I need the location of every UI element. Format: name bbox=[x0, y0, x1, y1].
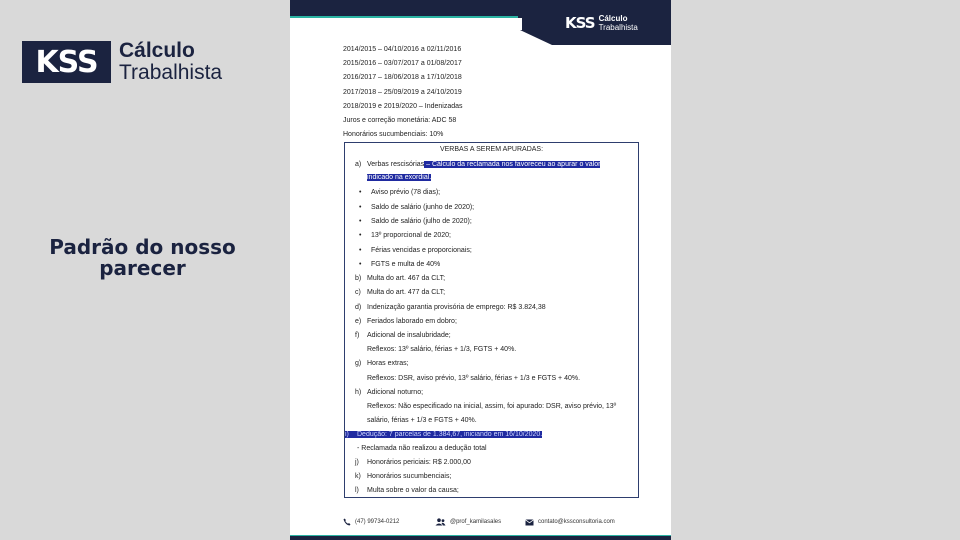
item-note: - Reclamada não realizou a dedução total bbox=[357, 445, 487, 452]
item-label: Adicional noturno; bbox=[367, 389, 424, 396]
juros-label: Juros e correção monetária: bbox=[343, 116, 431, 124]
item-label: Feriados laborado em dobro; bbox=[367, 318, 457, 325]
item-number: e) bbox=[355, 318, 362, 325]
document-body bbox=[343, 45, 643, 144]
kss-logo-text: KSS bbox=[35, 44, 98, 80]
header-logo-line-1: Cálculo bbox=[598, 14, 628, 23]
period-label: 2018/2019 e 2019/2020 bbox=[343, 102, 417, 110]
item-value: R$ 2.000,00 bbox=[430, 459, 471, 466]
brand-line-1: Cálculo bbox=[119, 39, 195, 62]
reflex-text: Não especificado na inicial, assim, foi apurado: DSR, aviso prévio, 13º bbox=[396, 403, 617, 410]
bullet-item bbox=[371, 260, 440, 269]
item-i bbox=[345, 430, 542, 439]
header-logo-line-2: Trabalhista bbox=[598, 23, 638, 32]
slide-title-line-1: Padrão do nosso bbox=[49, 235, 236, 259]
item-number: l) bbox=[355, 487, 359, 494]
period-value: – 03/07/2017 a 01/08/2017 bbox=[376, 60, 462, 68]
item-d bbox=[355, 303, 546, 312]
reflex-label: Reflexos: bbox=[367, 403, 397, 410]
period-value: – Indenizadas bbox=[416, 102, 463, 110]
item-label: Honorários periciais: bbox=[367, 459, 431, 466]
item-l bbox=[355, 486, 459, 495]
item-f-reflexos bbox=[367, 345, 516, 354]
bullet-text: Aviso prévio (78 dias); bbox=[371, 189, 441, 196]
bullet-item bbox=[371, 231, 451, 240]
period-label: 2017/2018 bbox=[343, 88, 377, 96]
bullet-text: Férias vencidas e proporcionais; bbox=[371, 247, 472, 254]
item-number: g) bbox=[355, 360, 362, 367]
item-value: 7 parcelas de 1.384,67, iniciando em 16/10/2020. bbox=[386, 431, 543, 438]
kss-logo-mark bbox=[22, 41, 111, 83]
period-line bbox=[343, 102, 643, 116]
honorarios-label: Honorários sucumbenciais: bbox=[343, 131, 428, 139]
item-label: Verbas rescisórias bbox=[367, 161, 425, 168]
period-line bbox=[343, 73, 643, 87]
bullet-item bbox=[371, 188, 440, 197]
bullet-text: 13º proporcional de 2020; bbox=[371, 232, 452, 239]
highlighted-note: indicado na exordial. bbox=[367, 174, 432, 181]
period-label: 2016/2017 bbox=[343, 74, 377, 82]
item-label: Honorários sucumbenciais; bbox=[367, 473, 452, 480]
period-line bbox=[343, 45, 643, 59]
item-h bbox=[355, 388, 423, 397]
item-f bbox=[355, 331, 451, 340]
document-footer bbox=[343, 518, 643, 526]
item-label: Dedução: bbox=[357, 431, 387, 438]
bullet-text: FGTS e multa de 40% bbox=[371, 261, 441, 268]
bullet-item bbox=[371, 203, 474, 212]
bullet-item bbox=[371, 246, 472, 255]
period-label: 2014/2015 bbox=[343, 46, 377, 53]
reflex-text: salário, férias + 1/3 e FGTS + 40%. bbox=[367, 417, 477, 424]
period-line bbox=[343, 59, 643, 73]
item-h-reflexos-cont bbox=[367, 416, 477, 425]
item-h-reflexos bbox=[367, 402, 616, 411]
item-label: Adicional de insalubridade; bbox=[367, 332, 451, 339]
item-a bbox=[355, 160, 600, 169]
slide-title-line-2: parecer bbox=[99, 256, 186, 280]
item-value: R$ 3.824,38 bbox=[505, 304, 546, 311]
item-e bbox=[355, 317, 457, 326]
document-page bbox=[290, 0, 671, 540]
phone-text: (47) 99734-0212 bbox=[355, 519, 400, 525]
highlighted-note: – Cálculo da reclamada nos favoreceu ao apurar o valor bbox=[424, 161, 601, 168]
juros-line bbox=[343, 116, 643, 130]
mail-icon bbox=[525, 519, 534, 526]
instagram-text: @prof_kamilasales bbox=[450, 519, 502, 525]
item-label: Indenização garantia provisória de emprego: bbox=[367, 304, 506, 311]
item-label: Multa do art. 467 da CLT; bbox=[367, 275, 446, 282]
item-label: Multa sobre o valor da causa; bbox=[367, 487, 459, 494]
juros-value: ADC 58 bbox=[430, 116, 457, 124]
item-g-reflexos bbox=[367, 374, 580, 383]
item-number: i) bbox=[345, 431, 349, 438]
item-c bbox=[355, 288, 445, 297]
item-number: k) bbox=[355, 473, 361, 480]
period-label: 2015/2016 bbox=[343, 60, 377, 68]
item-number: a) bbox=[355, 161, 362, 168]
item-b bbox=[355, 274, 445, 283]
item-g bbox=[355, 359, 409, 368]
honorarios-value: 10% bbox=[427, 131, 444, 139]
reflex-text: DSR, aviso prévio, 13º salário, férias + 1/3 e FGTS + 40%. bbox=[396, 375, 581, 382]
item-k bbox=[355, 472, 451, 481]
period-value: – 04/10/2016 a 02/11/2016 bbox=[376, 46, 462, 53]
footer-phone bbox=[343, 518, 435, 526]
users-icon bbox=[435, 518, 446, 526]
item-label: Horas extras; bbox=[367, 360, 409, 367]
period-value: – 25/09/2019 a 24/10/2019 bbox=[376, 88, 462, 96]
item-a-note-cont bbox=[367, 173, 431, 182]
email-text: contato@kssconsultoria.com bbox=[538, 519, 615, 525]
item-number: f) bbox=[355, 332, 360, 339]
item-number: d) bbox=[355, 304, 362, 311]
bullet-item bbox=[371, 217, 472, 226]
item-i-note bbox=[357, 444, 487, 453]
item-label: Multa do art. 477 da CLT; bbox=[367, 289, 446, 296]
period-line bbox=[343, 88, 643, 102]
item-j bbox=[355, 458, 471, 467]
bullet-text: Saldo de salário (julho de 2020); bbox=[371, 218, 472, 225]
footer-instagram bbox=[435, 518, 525, 526]
footer-email bbox=[525, 518, 615, 526]
reflex-text: 13º salário, férias + 1/3, FGTS + 40%. bbox=[396, 346, 517, 353]
document-header-logo bbox=[565, 14, 638, 32]
item-number: j) bbox=[355, 459, 359, 466]
footer-bar bbox=[290, 536, 671, 540]
header-logo-mark: KSS bbox=[565, 14, 595, 32]
verbas-title: VERBAS A SEREM APURADAS: bbox=[439, 146, 544, 153]
item-number: h) bbox=[355, 389, 362, 396]
item-number: c) bbox=[355, 289, 361, 296]
bullet-text: Saldo de salário (junho de 2020); bbox=[371, 204, 475, 211]
item-number: b) bbox=[355, 275, 362, 282]
reflex-label: Reflexos: bbox=[367, 375, 397, 382]
brand-line-2: Trabalhista bbox=[119, 61, 223, 84]
phone-icon bbox=[343, 518, 351, 526]
header-logo-wordmark bbox=[599, 14, 638, 32]
kss-logo bbox=[22, 40, 222, 84]
kss-logo-wordmark bbox=[119, 40, 222, 84]
verbas-box bbox=[344, 142, 639, 498]
slide-title bbox=[40, 237, 245, 279]
reflex-label: Reflexos: bbox=[367, 346, 397, 353]
period-value: – 18/06/2018 a 17/10/2018 bbox=[376, 74, 462, 82]
